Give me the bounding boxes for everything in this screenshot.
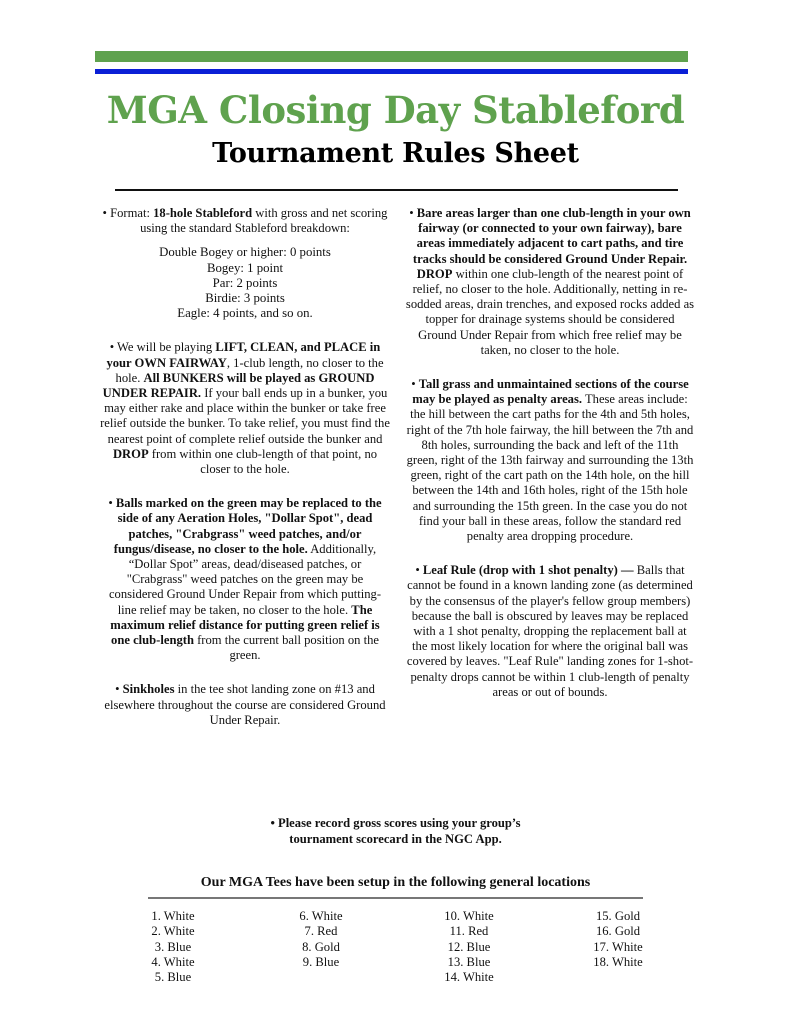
rule-format: • Format: 18-hole Stableford with gross and net scoring using the standard Stableford breakdown: — [102, 206, 388, 236]
tee-column — [276, 909, 366, 970]
tees-heading: Our MGA Tees have been setup in the following general locations — [200, 875, 591, 890]
tee-item: 6. White — [299, 909, 343, 923]
left-column — [100, 206, 390, 747]
tee-item: 9. Blue — [302, 954, 340, 969]
rule-leaf: • Leaf Rule (drop with 1 shot penalty) — Balls that cannot be found in a known landing zone (as determined by the consensus of the player's fellow group members) because the ball is obscured by leaves may be replaced with a 1 shot penalty, dropping the replacement ball at the most likely location for where the original ball was covered by leaves. "Leaf Rule" landing zones for 1-shot-penalty drops cannot be within 1 club-length of penalty areas or out of bounds. — [406, 563, 694, 699]
tee-item: 3. Blue — [154, 939, 192, 954]
breakdown-item: Eagle: 4 points, and so on. — [177, 306, 313, 321]
breakdown-item: Bogey: 1 point — [206, 260, 284, 275]
tee-item: 1. White — [151, 909, 195, 923]
tee-item: 4. White — [151, 954, 195, 969]
rule-bare-areas: • Bare areas larger than one club-length in your own fairway (or connected to your own fairway), bare areas immediately adjacent to cart paths, and tire tracks should be considered Ground Under Repair. DROP within one club-length of the nearest point of relief, no closer to the hole. Additionally, netting in re-sodded areas, drain trenches, and exposed rocks added as topper for drainage systems should be considered Ground Under Repair from which free relief may be taken, no closer to the hole. — [405, 206, 695, 357]
tee-item: 8. Gold — [302, 939, 340, 954]
record-scores-note: • Please record gross scores using your group’s tournament scorecard in the NGC App. — [270, 816, 521, 846]
rule-tall-grass: • Tall grass and unmaintained sections of the course may be played as penalty areas. These areas include: the hill between the cart paths for the 4th and 5th holes, right of the 7th hole fairway, the hill between the 7th and 8th holes, surrounding the back and left of the 11th green, right of the 13th fairway and surrounding the 13th green, right of the cart path on the 14th hole, on the hill between the 14th and 16th holes, right of the 15th hole and surrounding the 15th green. In the case you do not find your ball in these areas, follow the standard red penalty area dropping procedure. — [406, 377, 694, 544]
bullet: • — [102, 206, 107, 220]
rule-lift-clean-place: • We will be playing LIFT, CLEAN, and PLACE in your OWN FAIRWAY, 1-club length, no closer to the hole. All BUNKERS will be played as GROUND UNDER REPAIR. If your ball ends up in a bunker, you may either rake and place within the bunker or take free relief outside the bunker. To take relief, you must find the nearest point of complete relief outside the bunker and DROP from within one club-length of that point, no closer to the hole. — [100, 340, 390, 477]
header-green-rule — [95, 51, 688, 62]
tee-item: 15. Gold — [595, 909, 641, 923]
title-divider — [115, 189, 678, 191]
rule-green-relief: • Balls marked on the green may be replaced to the side of any Aeration Holes, "Dollar Spot", dead patches, "Crabgrass" weed patches, and/or fungus/disease, no closer to the hole. Additionally, “Dollar Spot” areas, dead/diseased patches, or "Crabgrass" weed patches on the green may be considered Ground Under Repair from which putting-line relief may be taken, no closer to the hole. The maximum relief distance for putting green relief is one club-length from the current ball position on the green. — [108, 496, 382, 663]
breakdown-item: Double Bogey or higher: 0 points — [159, 245, 331, 260]
tee-column — [128, 909, 218, 985]
rule-sinkholes: • Sinkholes in the tee shot landing zone on #13 and elsewhere throughout the course are considered Ground Under Repair. — [104, 682, 386, 727]
tee-item: 13. Blue — [447, 954, 491, 969]
page-subtitle: Tournament Rules Sheet — [212, 138, 579, 169]
tee-item: 12. Blue — [447, 939, 491, 954]
breakdown-item: Birdie: 3 points — [205, 291, 285, 306]
tee-item: 11. Red — [449, 924, 489, 939]
tee-column — [573, 909, 663, 970]
tees-divider — [148, 897, 643, 899]
tee-item: 18. White — [593, 954, 643, 969]
tee-item: 17. White — [593, 939, 643, 954]
tee-item: 7. Red — [304, 924, 338, 939]
tee-item: 16. Gold — [595, 924, 641, 939]
tee-item: 2. White — [151, 924, 195, 939]
header-blue-rule — [95, 69, 688, 74]
tee-item: 10. White — [444, 909, 494, 923]
tee-item: 14. White — [444, 970, 494, 985]
tee-item: 5. Blue — [154, 970, 192, 985]
stableford-breakdown — [100, 245, 390, 321]
tee-column — [424, 909, 514, 985]
right-column — [405, 206, 695, 719]
breakdown-item: Par: 2 points — [212, 275, 278, 290]
page-title: MGA Closing Day Stableford — [106, 88, 685, 132]
